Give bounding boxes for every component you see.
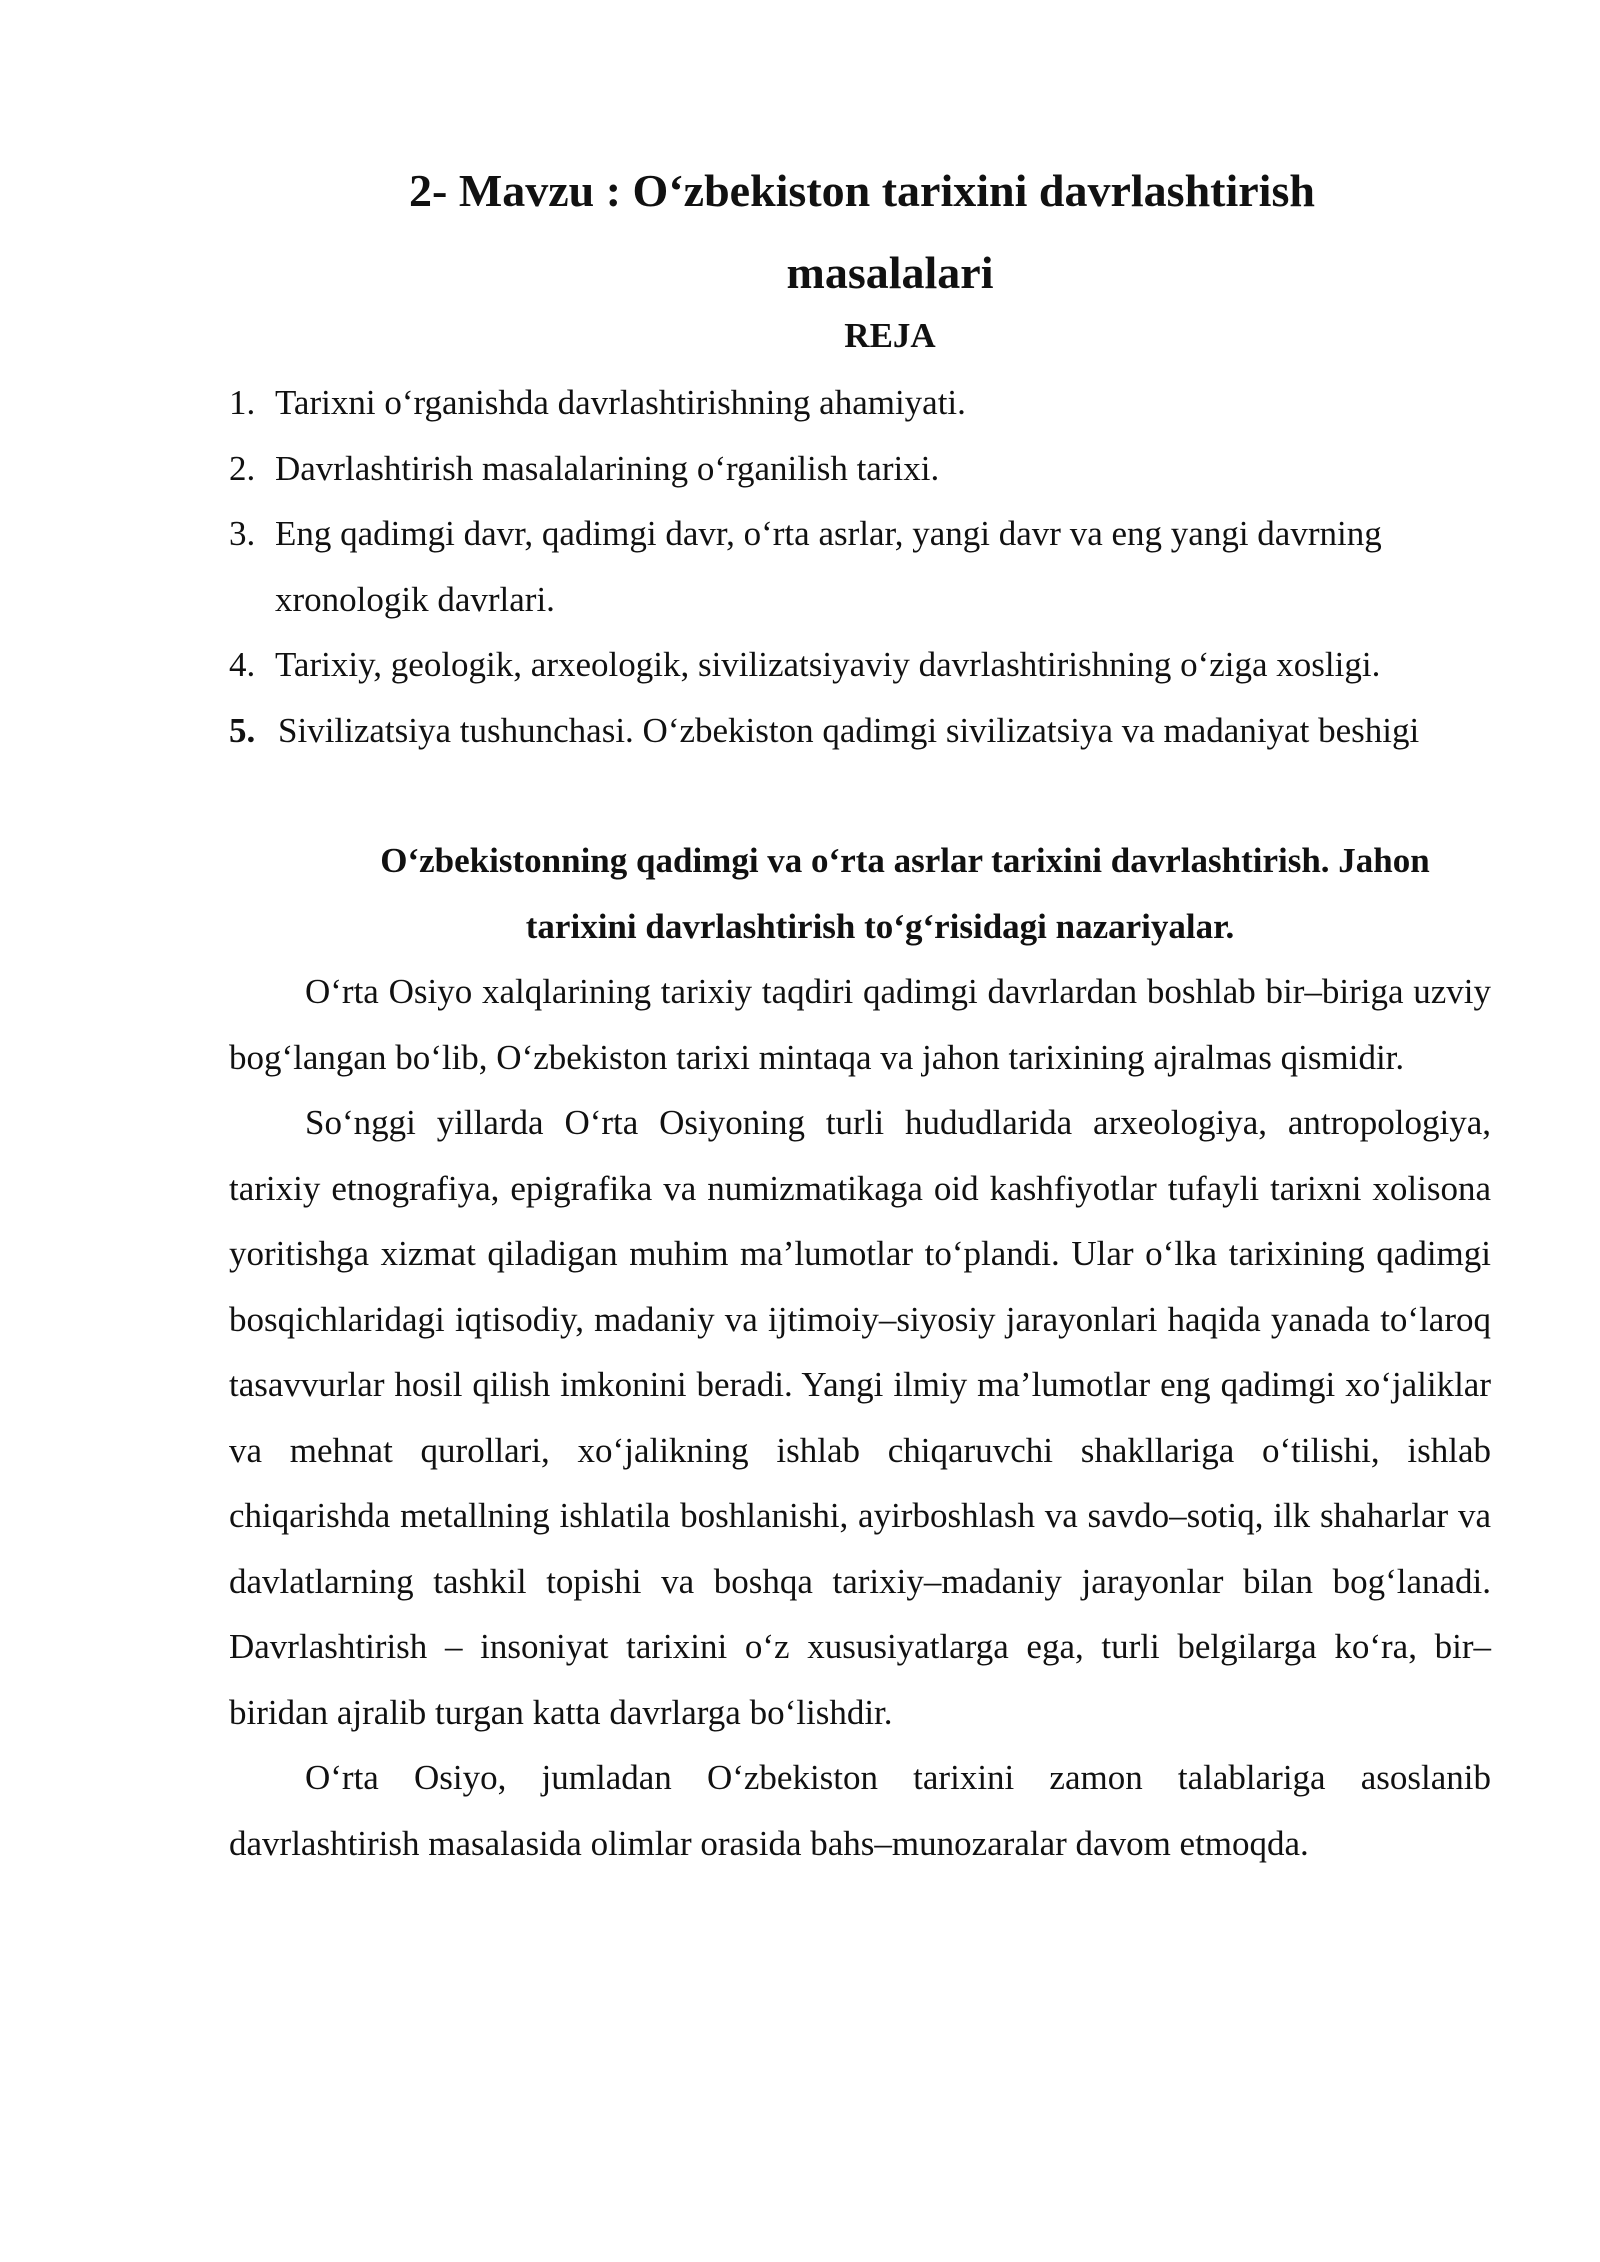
- section-heading-line-1: O‘zbekistonning qadimgi va o‘rta asrlar tarixini davrlashtirish. Jahon: [380, 841, 1430, 880]
- plan-item: [229, 698, 1491, 764]
- plan-item-number: 1.: [229, 383, 256, 422]
- plan-item-number: 2.: [229, 448, 256, 488]
- plan-item: [229, 632, 1491, 698]
- plan-item-number: 5.: [229, 710, 256, 750]
- plan-item-text: Tarixni o‘rganishda davrlashtirishning ahamiyati.: [275, 383, 966, 422]
- plan-item-text: Sivilizatsiya tushunchasi. O‘zbekiston qadimgi sivilizatsiya va madaniyat beshigi: [278, 710, 1420, 750]
- plan-item: [229, 436, 1491, 502]
- plan-list: [229, 370, 1491, 763]
- document-title-line-2: masalalari: [786, 247, 994, 298]
- document-title-line-1: 2- Mavzu : O‘zbekiston tarixini davrlashtirish: [409, 165, 1315, 216]
- body-paragraph: So‘nggi yillarda O‘rta Osiyoning turli hududlarida arxeologiya, antropologiya, tarixiy etnografiya, epigrafika va numizmatikaga oid kashfiyotlar tufayli tarixni xolisona yoritishga xizmat qiladigan muhim ma’lumotlar to‘plandi. Ular o‘lka tarixining qadimgi bosqichlaridagi iqtisodiy, madaniy va ijtimoiy–siyosiy jarayonlari haqida yanada to‘laroq tasavvurlar hosil qilish imkonini beradi. Yangi ilmiy ma’lumotlar eng qadimgi xo‘jaliklar va mehnat qurollari, xo‘jalikning ishlab chiqaruvchi shakllariga o‘tilishi, ishlab chiqarishda metallning ishlatila boshlanishi, ayirboshlash va savdo–sotiq, ilk shaharlar va davlatlarning tashkil topishi va boshqa tarixiy–madaniy jarayonlar bilan bog‘lanadi. Davrlashtirish – insoniyat tarixini o‘z xususiyatlarga ega, turli belgilarga ko‘ra, bir–biridan ajralib turgan katta davrlarga bo‘lishdir.: [229, 1103, 1491, 1732]
- document-page: [229, 150, 1491, 1876]
- section-heading: [229, 828, 1491, 959]
- plan-item: [229, 370, 1491, 436]
- plan-item: [229, 501, 1491, 632]
- section-heading-line-2: tarixini davrlashtirish to‘g‘risidagi nazariyalar.: [525, 906, 1235, 946]
- plan-item-number: 4.: [229, 645, 256, 684]
- plan-item-text: Davrlashtirish masalalarining o‘rganilish tarixi.: [275, 448, 940, 488]
- plan-item-number: 3.: [229, 514, 256, 553]
- plan-heading: REJA: [844, 316, 936, 355]
- body-paragraph: O‘rta Osiyo, jumladan O‘zbekiston tarixini zamon talablariga asoslanib davrlashtirish masalasida olimlar orasida bahs–munozaralar davom etmoqda.: [229, 1758, 1491, 1863]
- body-paragraph: O‘rta Osiyo xalqlarining tarixiy taqdiri qadimgi davrlardan boshlab bir–biriga uzviy bog‘langan bo‘lib, O‘zbekiston tarixi mintaqa va jahon tarixining ajralmas qismidir.: [229, 972, 1491, 1077]
- plan-item-text: Eng qadimgi davr, qadimgi davr, o‘rta asrlar, yangi davr va eng yangi davrning xronologik davrlari.: [275, 514, 1382, 619]
- plan-item-text: Tarixiy, geologik, arxeologik, sivilizatsiyaviy davrlashtirishning o‘ziga xosligi.: [275, 645, 1381, 684]
